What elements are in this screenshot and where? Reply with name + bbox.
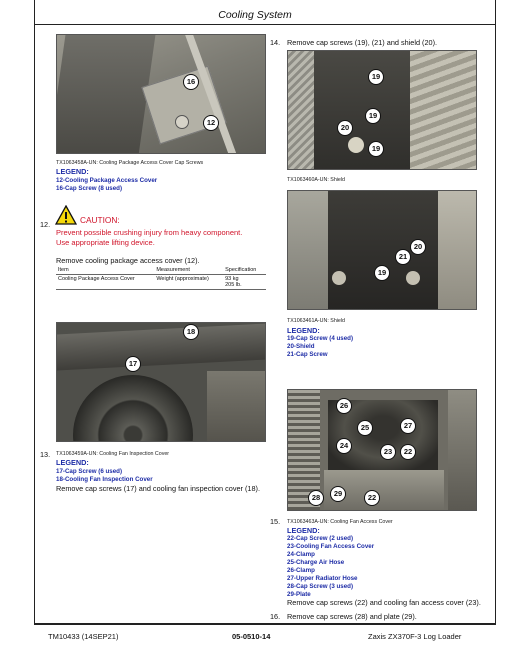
legend-item: 22-Cap Screw (2 used) [287,535,354,542]
legend-title: LEGEND: [56,458,89,467]
footer-doc-id: TM10433 (14SEP21) [48,632,119,641]
caution-line: Prevent possible crushing injury from heavy component. [56,228,243,237]
footer-page-number: 05-0510-14 [232,632,271,641]
callout-20: 20 [410,239,426,255]
caution-line: Use appropriate lifting device. [56,238,155,247]
spec-header-specification: Specification [223,266,266,275]
legend-item: 12-Cooling Package Access Cover [56,177,158,184]
callout-19: 19 [374,265,390,281]
step-number: 12. [40,220,51,229]
legend-item: 23-Cooling Fan Access Cover [287,543,375,550]
callout-25: 25 [357,420,373,436]
photo-cooling-fan-inspection [56,322,266,442]
spec-cell-item: Cooling Package Access Cover [56,275,154,290]
legend-item: 21-Cap Screw [287,351,328,358]
step-instruction: Remove cap screws (28) and plate (29). [287,612,417,621]
spec-value: 93 kg [225,276,239,282]
legend-title: LEGEND: [287,326,320,335]
step-number: 16. [270,612,281,621]
legend-item: 29-Plate [287,591,311,598]
spec-table [56,266,266,290]
legend-item: 27-Upper Radiator Hose [287,575,358,582]
photo-shield-bottom [287,190,477,310]
callout-16: 16 [183,74,199,90]
figure-caption: TX1063463A-UN: Cooling Fan Access Cover [287,519,393,525]
legend-item: 20-Shield [287,343,315,350]
figure-caption: TX1063460A-UN: Shield [287,177,346,183]
callout-19: 19 [368,69,384,85]
step-instruction: Remove cap screws (19), (21) and shield (20). [287,38,438,47]
legend-title: LEGEND: [56,167,89,176]
page-title: Cooling System [218,9,292,21]
callout-28: 28 [308,490,324,506]
legend-item: 24-Clamp [287,551,315,558]
callout-12: 12 [203,115,219,131]
callout-22: 22 [364,490,380,506]
legend-item: 19-Cap Screw (4 used) [287,335,354,342]
step-instruction: Remove cap screws (22) and cooling fan access cover (23). [287,598,481,607]
callout-19: 19 [365,108,381,124]
figure-caption: TX1063458A-UN: Cooling Package Access Cover Cap Screws [56,160,204,166]
spec-cell-measurement: Weight (approximate) [154,275,223,290]
callout-19: 19 [368,141,384,157]
legend-item: 25-Charge Air Hose [287,559,345,566]
callout-24: 24 [336,438,352,454]
legend-item: 18-Cooling Fan Inspection Cover [56,476,153,483]
step-instruction: Remove cap screws (17) and cooling fan inspection cover (18). [56,484,261,493]
callout-18: 18 [183,324,199,340]
figure-caption: TX1063461A-UN: Shield [287,318,346,324]
callout-26: 26 [336,398,352,414]
spec-cell-specification [223,275,266,290]
footer-divider [34,624,496,625]
callout-17: 17 [125,356,141,372]
callout-23: 23 [380,444,396,460]
step-number: 14. [270,38,281,47]
photo-cooling-package-cover [56,34,266,154]
callout-20: 20 [337,120,353,136]
legend-title: LEGEND: [287,526,320,535]
callout-22: 22 [400,444,416,460]
header-divider [34,24,496,25]
figure-caption: TX1063459A-UN: Cooling Fan Inspection Cover [56,451,170,457]
callout-21: 21 [395,249,411,265]
footer-model: Zaxis ZX370F-3 Log Loader [368,632,462,641]
caution-heading: CAUTION: [80,215,120,225]
callout-29: 29 [330,486,346,502]
warning-icon [55,205,77,225]
step-number: 15. [270,517,281,526]
spec-header-measurement: Measurement [154,266,223,275]
spec-header-item: Item [56,266,154,275]
callout-27: 27 [400,418,416,434]
legend-item: 16-Cap Screw (8 used) [56,185,123,192]
step-instruction: Remove cooling package access cover (12). [56,256,200,265]
legend-item: 17-Cap Screw (6 used) [56,468,123,475]
legend-item: 26-Clamp [287,567,315,574]
spec-value: 205 lb. [225,282,242,288]
step-number: 13. [40,450,51,459]
legend-item: 28-Cap Screw (3 used) [287,583,354,590]
